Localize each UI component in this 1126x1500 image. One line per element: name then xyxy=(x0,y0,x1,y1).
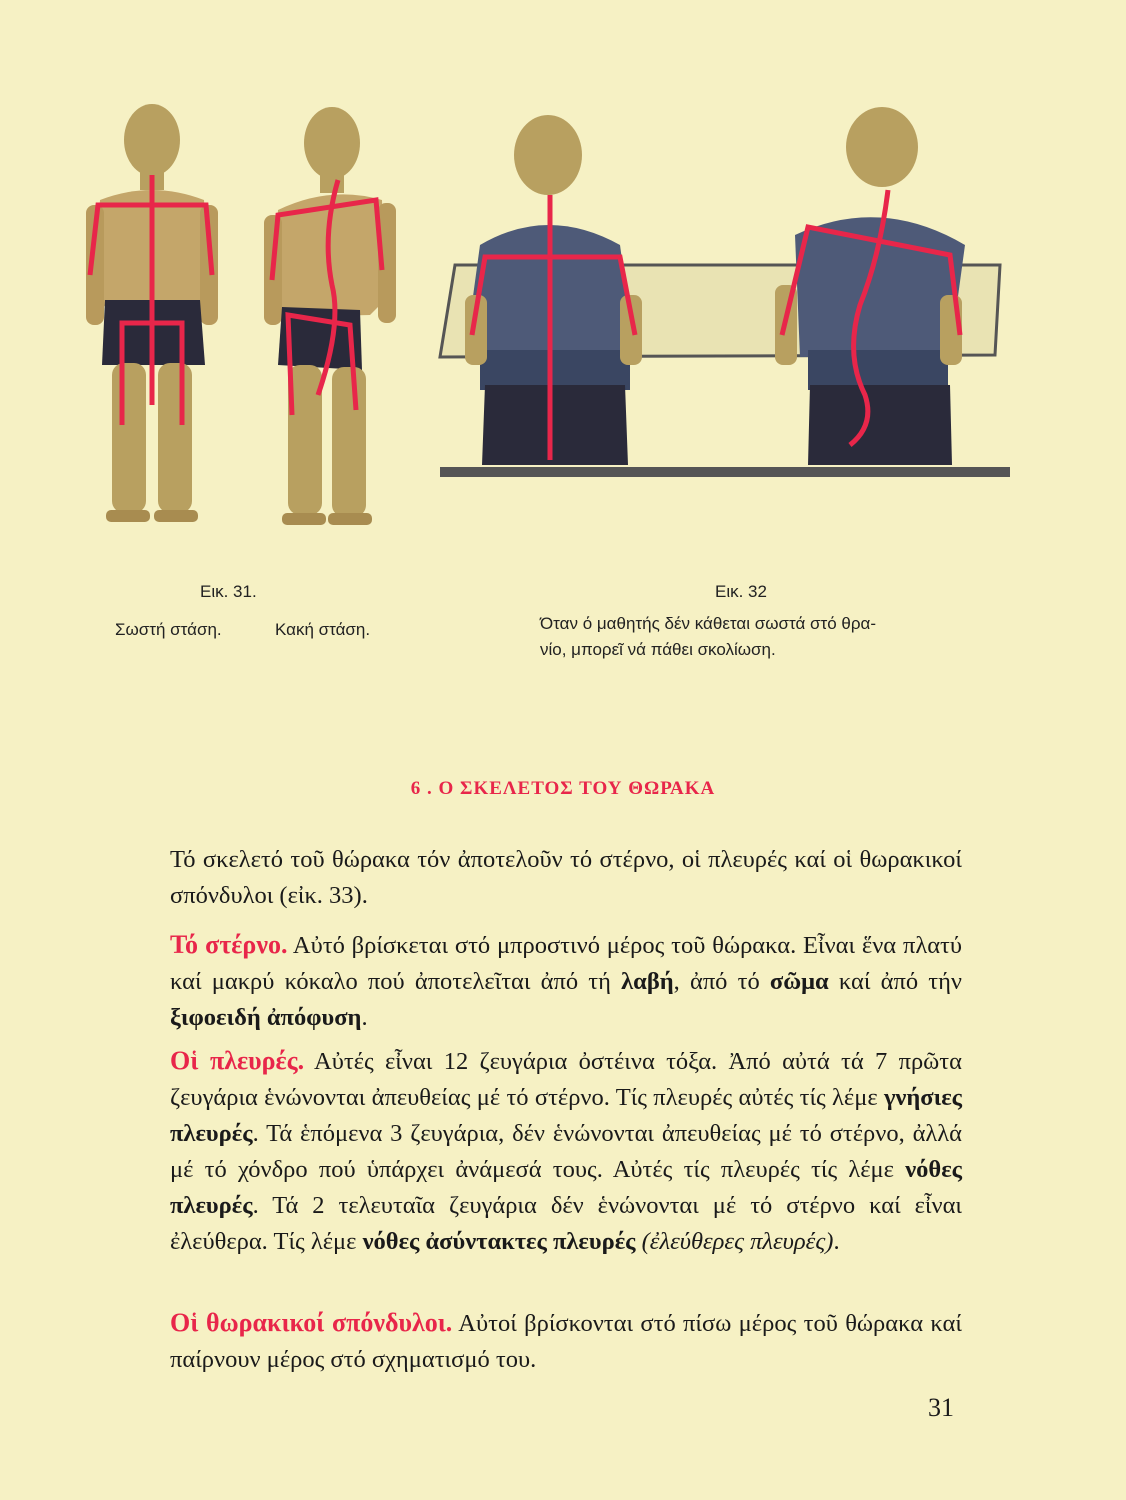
figure-31-label: Εικ. 31. xyxy=(200,582,257,601)
ribs-bold-2: νόθες πλευρές xyxy=(170,1156,962,1219)
paragraph-vertebrae xyxy=(170,1305,962,1378)
paragraph-sternum xyxy=(170,927,962,1036)
figure-32-caption-line-1: Όταν ό μαθητής δέν κάθεται σωστά στό θρα- xyxy=(540,614,876,633)
sternum-text-3: καί ἀπό τήν xyxy=(828,968,962,995)
term-vertebrae: Οἱ θωρακικοί σπόνδυλοι. xyxy=(170,1308,453,1337)
term-sternum: Τό στέρνο. xyxy=(170,930,288,959)
figure-bad-posture xyxy=(264,107,396,525)
ribs-text-5: . xyxy=(833,1228,840,1255)
ribs-text-1: Αὐτές εἶναι 12 ζευγάρια ὀστέινα τόξα. Ἀπό αὐτά τά 7 πρῶτα ζευγάρια ἑνώνονται ἀπευθείας μέ τό στέρνο. Τίς πλευρές αὐτές τίς λέμε xyxy=(170,1048,962,1111)
ribs-text-2: . Τά ἑπόμενα 3 ζευγάρια, δέν ἑνώνονται ἀπευθείας μέ τό στέρνο, ἀλλά μέ τό χόνδρο πού ὑπάρχει ἀνάμεσά τους. Αὐτές τίς πλευρές τίς λέμε xyxy=(170,1120,962,1183)
sternum-bold-2: σῶμα xyxy=(769,968,829,995)
ribs-italic-1: (ἐλεύθερες πλευρές) xyxy=(641,1228,834,1255)
figure-seated-correct xyxy=(465,115,642,465)
sternum-text-2: , ἀπό τό xyxy=(673,968,770,995)
term-ribs: Οἱ πλευρές. xyxy=(170,1046,305,1075)
sternum-text-1: Αὐτό βρίσκεται στό μπροστινό μέρος τοῦ θώρακα. Εἶναι ἕνα πλατύ καί μακρύ κόκαλο πού ἀποτελεῖται ἀπό τή xyxy=(170,932,963,995)
posture-illustration xyxy=(60,95,1020,545)
sternum-text-4: . xyxy=(361,1004,368,1031)
figure-31-caption-correct: Σωστή στάση. xyxy=(115,620,222,639)
sternum-bold-3: ξιφοειδή ἀπόφυση xyxy=(170,1004,362,1031)
figure-32-caption-line-2: νίο, μπορεῖ νά πάθει σκολίωση. xyxy=(540,640,776,659)
section-title: 6 . Ο ΣΚΕΛΕΤΟΣ ΤΟΥ ΘΩΡΑΚΑ xyxy=(410,778,716,799)
figure-32-label: Εικ. 32 xyxy=(715,582,767,601)
page-number: 31 xyxy=(928,1393,954,1422)
figure-correct-posture xyxy=(86,104,218,522)
figure-seated-bad xyxy=(775,107,965,465)
paragraph-intro xyxy=(170,842,962,914)
figure-31-caption-bad: Κακή στάση. xyxy=(275,620,371,639)
sternum-bold-1: λαβή xyxy=(621,968,674,995)
ribs-text-3: . Τά 2 τελευταῖα ζευγάρια δέν ἑνώνονται μέ τό στέρνο καί εἶναι ἐλεύθερα. Τίς λέμε xyxy=(170,1192,962,1255)
paragraph-ribs xyxy=(170,1043,962,1260)
vertebrae-text-1: Αὐτοί βρίσκονται στό πίσω μέρος τοῦ θώρακα καί παίρνουν μέρος στό σχηματισμό του. xyxy=(170,1310,962,1373)
ribs-bold-3: νόθες ἀσύντακτες πλευρές xyxy=(362,1228,636,1255)
intro-text: Τό σκελετό τοῦ θώρακα τόν ἀποτελοῦν τό στέρνο, οἱ πλευρές καί οἱ θωρακικοί σπόνδυλοι (εἰκ. 33). xyxy=(170,846,962,909)
ribs-bold-1: γνήσιες πλευρές xyxy=(170,1084,962,1147)
